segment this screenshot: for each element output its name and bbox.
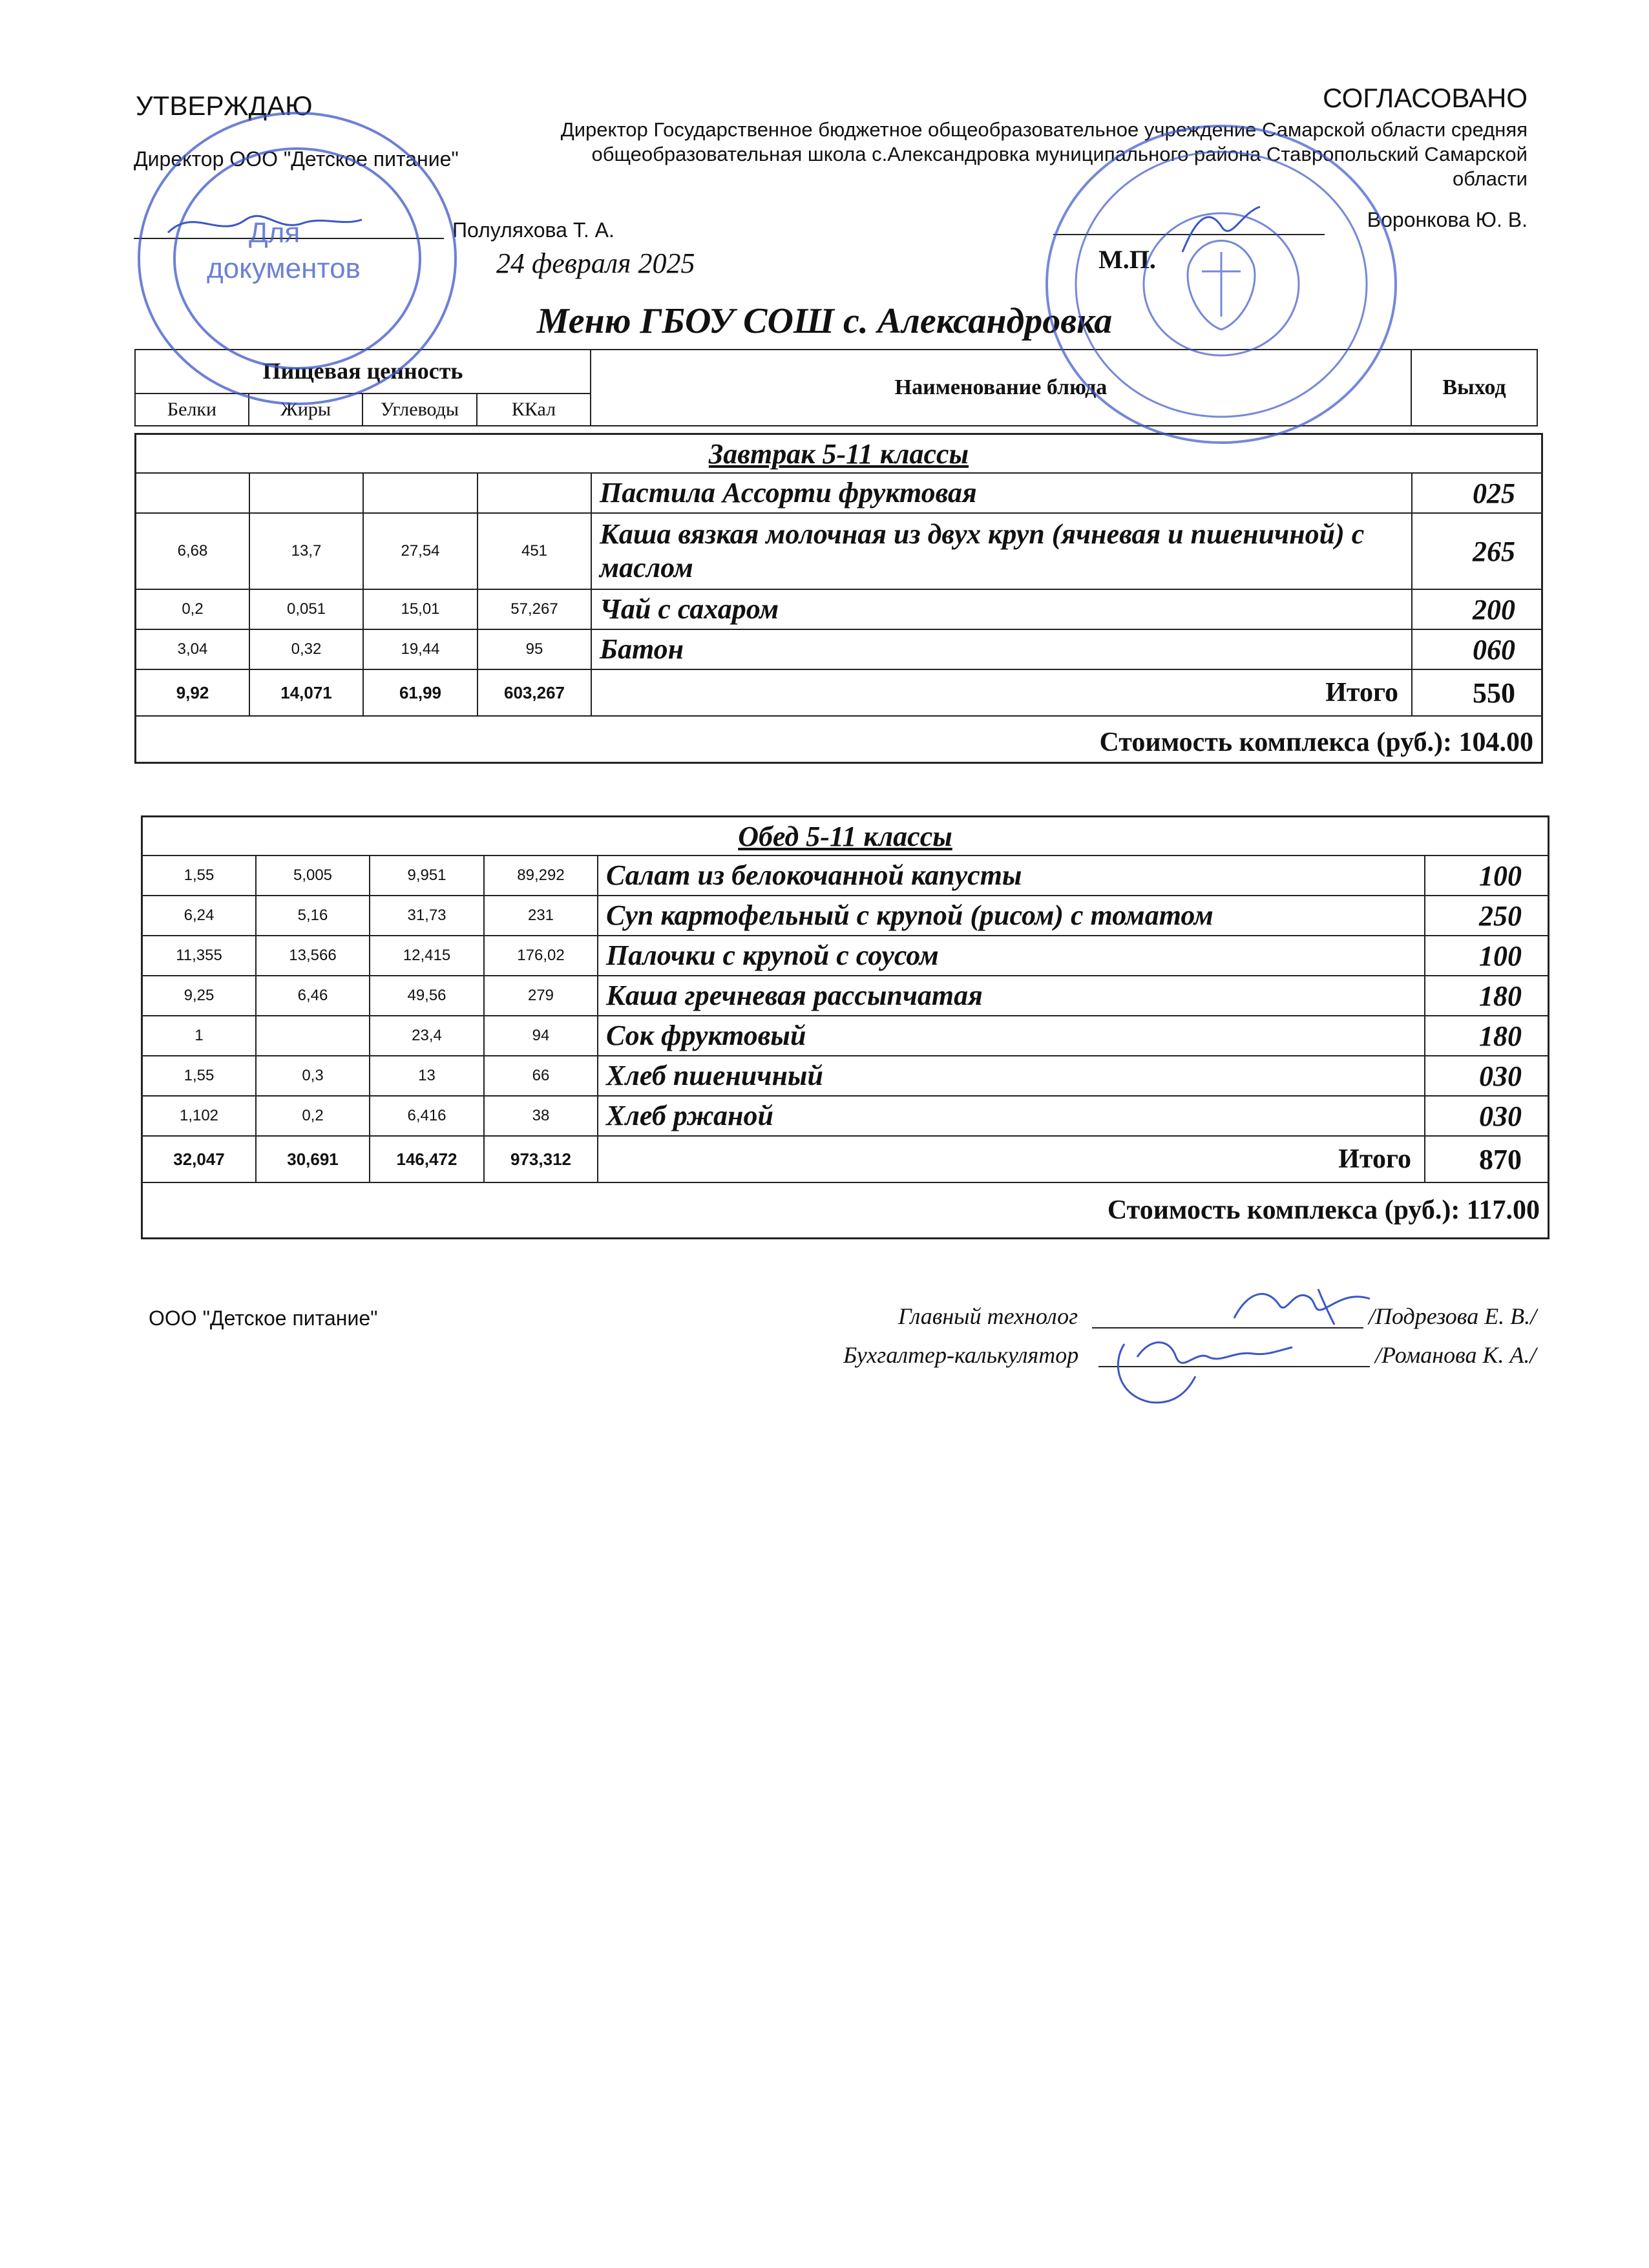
agreement-signature-line (1053, 234, 1325, 235)
column-output: Выход (1442, 375, 1506, 399)
cell-dish-name: Салат из белокочанной капусты (598, 856, 1425, 895)
cell-carbs: 6,416 (370, 1097, 485, 1135)
column-fat: Жиры (249, 394, 363, 426)
column-dish-name: Наименование блюда (591, 350, 1412, 425)
cell-dish-name: Сок фруктовый (598, 1016, 1425, 1055)
cell-kcal: 451 (478, 514, 592, 589)
cell-fat (250, 474, 364, 512)
table-header (134, 349, 1538, 426)
cell-carbs: 13 (370, 1056, 485, 1095)
total-carbs: 61,99 (364, 670, 478, 715)
cell-carbs: 9,951 (370, 856, 485, 895)
cell-protein: 1,55 (143, 1056, 257, 1095)
cell-protein: 1,55 (143, 856, 257, 895)
cell-output: 180 (1479, 1020, 1522, 1052)
technologist-name: /Подрезова Е. В./ (1369, 1303, 1537, 1329)
table-row (143, 856, 1548, 896)
cell-protein: 3,04 (136, 630, 250, 669)
cell-output: 030 (1479, 1100, 1522, 1132)
cell-output: 025 (1473, 477, 1515, 509)
column-kcal: ККал (478, 394, 591, 426)
cell-carbs (364, 474, 478, 512)
cell-output: 030 (1479, 1060, 1522, 1092)
cell-dish-name: Суп картофельный с крупой (рисом) с томатом (598, 896, 1425, 935)
principal-signature (1170, 194, 1273, 265)
breakfast-section (134, 433, 1543, 764)
cell-carbs: 23,4 (370, 1016, 485, 1055)
cell-protein (136, 474, 250, 512)
cell-carbs: 12,415 (370, 936, 485, 975)
lunch-title: Обед 5-11 классы (143, 817, 1548, 856)
cell-protein: 6,24 (143, 896, 257, 935)
cell-dish-name: Палочки с крупой с соусом (598, 936, 1425, 975)
total-protein: 9,92 (136, 670, 250, 715)
accountant-signature-line (1098, 1366, 1370, 1367)
cell-dish-name: Каша гречневая рассыпчатая (598, 976, 1425, 1015)
total-output: 870 (1479, 1143, 1522, 1175)
table-row (143, 936, 1548, 976)
cell-protein: 0,2 (136, 590, 250, 629)
table-row (143, 1056, 1548, 1097)
cell-carbs: 15,01 (364, 590, 478, 629)
cell-carbs: 31,73 (370, 896, 485, 935)
cell-carbs: 49,56 (370, 976, 485, 1015)
accountant-name: /Романова К. А./ (1375, 1342, 1537, 1368)
cell-kcal: 176,02 (485, 936, 598, 975)
total-row (136, 670, 1541, 717)
cell-protein: 1 (143, 1016, 257, 1055)
cell-fat: 0,2 (257, 1097, 370, 1135)
cell-output: 180 (1479, 980, 1522, 1012)
cell-output: 200 (1473, 593, 1515, 625)
total-label: Итого (598, 1137, 1425, 1182)
cell-fat: 13,566 (257, 936, 370, 975)
lunch-section (141, 815, 1549, 1239)
total-kcal: 973,312 (485, 1137, 598, 1182)
stamp-text-line1: Для (249, 217, 300, 249)
column-carbs: Углеводы (363, 394, 478, 426)
cell-dish-name: Пастила Ассорти фруктовая (592, 474, 1413, 512)
approval-signature-line (134, 238, 444, 239)
cell-dish-name: Батон (592, 630, 1413, 669)
approval-date: 24 февраля 2025 (496, 247, 695, 279)
table-row (136, 474, 1541, 514)
table-row (136, 514, 1541, 590)
cell-output: 250 (1479, 899, 1522, 932)
technologist-signature-line (1092, 1327, 1363, 1328)
accountant-label: Бухгалтер-калькулятор (843, 1342, 1079, 1368)
cell-kcal: 66 (485, 1056, 598, 1095)
technologist-signature (1221, 1279, 1389, 1331)
total-fat: 14,071 (250, 670, 364, 715)
agreement-role: Директор Государственное бюджетное общеобразовательное учреждение Самарской области средняя общеобразовательная школа с.Александровка муниципального района Ставропольский Самарской области (560, 118, 1528, 190)
cell-fat: 5,16 (257, 896, 370, 935)
cell-output: 060 (1473, 633, 1515, 666)
seal-place-label: М.П. (1098, 245, 1156, 274)
cell-kcal: 38 (485, 1097, 598, 1135)
cell-protein: 6,68 (136, 514, 250, 589)
menu-title: Меню ГБОУ СОШ с. Александровка (536, 301, 1113, 341)
cell-output: 265 (1473, 535, 1515, 567)
cell-kcal (478, 474, 592, 512)
total-fat: 30,691 (257, 1137, 370, 1182)
breakfast-cost: Стоимость комплекса (руб.): 104.00 (1099, 728, 1533, 757)
total-label: Итого (592, 670, 1413, 715)
cell-dish-name: Хлеб ржаной (598, 1097, 1425, 1135)
agreement-title: СОГЛАСОВАНО (1323, 83, 1528, 113)
cell-output: 100 (1479, 859, 1522, 892)
nutrition-group-header: Пищевая ценность (136, 350, 591, 394)
total-output: 550 (1473, 677, 1515, 709)
agreement-name: Воронкова Ю. В. (1367, 208, 1528, 231)
table-row (143, 896, 1548, 936)
cell-fat: 5,005 (257, 856, 370, 895)
cell-protein: 9,25 (143, 976, 257, 1015)
cell-kcal: 57,267 (478, 590, 592, 629)
cell-dish-name: Хлеб пшеничный (598, 1056, 1425, 1095)
total-protein: 32,047 (143, 1137, 257, 1182)
table-row (136, 590, 1541, 630)
technologist-label: Главный технолог (898, 1303, 1078, 1329)
column-protein: Белки (136, 394, 249, 426)
table-row (136, 630, 1541, 670)
cell-kcal: 95 (478, 630, 592, 669)
cell-dish-name: Чай с сахаром (592, 590, 1413, 629)
cell-carbs: 27,54 (364, 514, 478, 589)
cell-output: 100 (1479, 940, 1522, 972)
cell-protein: 1,102 (143, 1097, 257, 1135)
cell-carbs: 19,44 (364, 630, 478, 669)
cell-fat: 0,3 (257, 1056, 370, 1095)
breakfast-title: Завтрак 5-11 классы (136, 435, 1541, 474)
total-kcal: 603,267 (478, 670, 592, 715)
approval-name: Полуляхова Т. А. (452, 218, 614, 242)
cell-kcal: 94 (485, 1016, 598, 1055)
cell-kcal: 279 (485, 976, 598, 1015)
cell-dish-name: Каша вязкая молочная из двух круп (ячневая и пшеничной) с маслом (592, 514, 1413, 589)
approval-title: УТВЕРЖДАЮ (136, 90, 313, 121)
accountant-signature (1098, 1312, 1305, 1409)
table-row (143, 1097, 1548, 1137)
cell-fat: 13,7 (250, 514, 364, 589)
cell-kcal: 231 (485, 896, 598, 935)
total-row (143, 1137, 1548, 1183)
cell-fat: 6,46 (257, 976, 370, 1015)
cell-protein: 11,355 (143, 936, 257, 975)
director-signature (162, 194, 368, 252)
lunch-cost: Стоимость комплекса (руб.): 117.00 (1107, 1195, 1540, 1225)
company-name: ООО "Детское питание" (149, 1307, 378, 1330)
approval-role: Директор ООО "Детское питание" (134, 147, 459, 171)
cell-fat: 0,051 (250, 590, 364, 629)
stamp-text-line2: документов (207, 253, 361, 284)
total-carbs: 146,472 (370, 1137, 485, 1182)
table-row (143, 1016, 1548, 1056)
table-row (143, 976, 1548, 1016)
cell-fat (257, 1016, 370, 1055)
cell-fat: 0,32 (250, 630, 364, 669)
cell-kcal: 89,292 (485, 856, 598, 895)
